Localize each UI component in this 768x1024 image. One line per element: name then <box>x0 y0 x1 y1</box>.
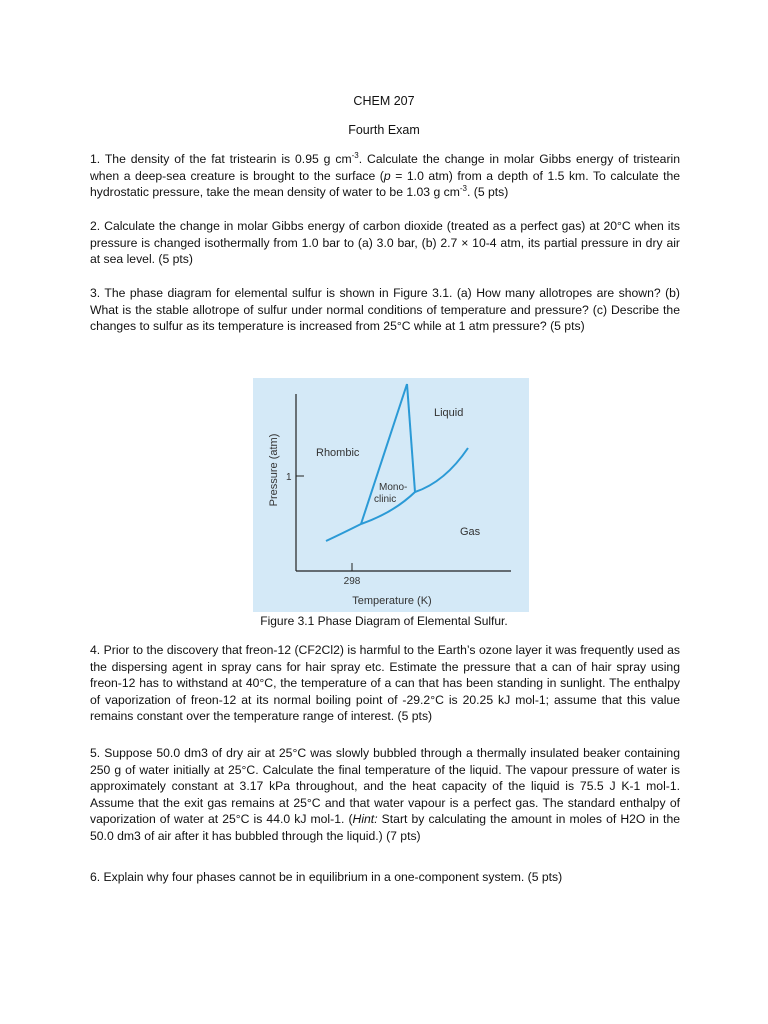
monoclinic-liquid-boundary <box>407 384 415 492</box>
question-3: 3. The phase diagram for elemental sulfur is shown in Figure 3.1. (a) How many allotropes are shown? (b) What is the stable allotrope of sulfur under normal conditions of temperature and pressure? (c) Describe the changes to sulfur as its temperature is increased from 25°C while at 1 atm pressure? (5 pts) <box>90 286 680 334</box>
region-label-monoclinic-2: clinic <box>374 494 397 505</box>
rhombic-gas-boundary <box>326 524 361 541</box>
x-axis-label: Temperature (K) <box>352 595 432 607</box>
x-tick-label: 298 <box>343 576 361 587</box>
question-5: 5. Suppose 50.0 dm3 of dry air at 25°C was slowly bubbled through a thermally insulated beaker containing 250 g of water initially at 25°C. Calculate the final temperature of the liquid. The vapour pressure of water is approximately constant at 3.17 kPa throughout, and the heat capacity of the liquid is 75.5 J K-1 mol-1. Assume that the exit gas remains at 25°C and that water vapour is a perfect gas. The standard enthalpy of vaporization of water at 25°C is 44.0 kJ mol-1. (Hint: Start by calculating the amount in moles of H2O in the 50.0 dm3 of air after it has bubbled through the liquid.) (7 pts) <box>90 746 680 843</box>
course-code: CHEM 207 <box>353 94 415 108</box>
phase-diagram-figure <box>253 378 529 612</box>
exam-title: Fourth Exam <box>348 123 420 137</box>
y-axis-label: Pressure (atm) <box>268 433 280 507</box>
phase-diagram <box>253 378 529 612</box>
question-1: 1. The density of the fat tristearin is 0.95 g $cm^{-3}$. Calculate the change in molar Gibbs energy of tristearin when a deep-sea creature is brought to the surface (p = 1.0 atm) from a depth of 1.5 km. To calculate the hydrostatic pressure, take the mean density of water to be 1.03 g $cm^{-3}$. (5 pts) <box>90 150 681 200</box>
y-tick-label: 1 <box>286 472 292 483</box>
region-label-liquid: Liquid <box>434 407 464 419</box>
region-label-rhombic: Rhombic <box>316 447 360 459</box>
question-6: 6. Explain why four phases cannot be in equilibrium in a one-component system. (5 pts) <box>90 870 563 884</box>
question-4: 4. Prior to the discovery that freon-12 (CF2Cl2) is harmful to the Earth’s ozone layer it was frequently used as the dispersing agent in spray cans for hair spray etc. Estimate the pressure that a can of hair spray using freon-12 has to withstand at 40°C, the temperature of a can that has been standing in sunlight. The enthalpy of vaporization of freon-12 at its normal boiling point of -29.2°C is 20.25 kJ mol-1; assume that this value remains constant over the temperature range of interest. (5 pts) <box>90 643 680 724</box>
region-label-gas: Gas <box>460 526 481 538</box>
region-label-monoclinic-1: Mono- <box>379 482 408 493</box>
figure-caption: Figure 3.1 Phase Diagram of Elemental Sulfur. <box>260 614 508 628</box>
question-2: 2. Calculate the change in molar Gibbs energy of carbon dioxide (treated as a perfect gas) at 20°C when its pressure is changed isothermally from 1.0 bar to (a) 3.0 bar, (b) 2.7 × 10-4 atm, its partial pressure in dry air at sea level. (5 pts) <box>90 219 680 267</box>
liquid-gas-boundary <box>415 448 468 492</box>
